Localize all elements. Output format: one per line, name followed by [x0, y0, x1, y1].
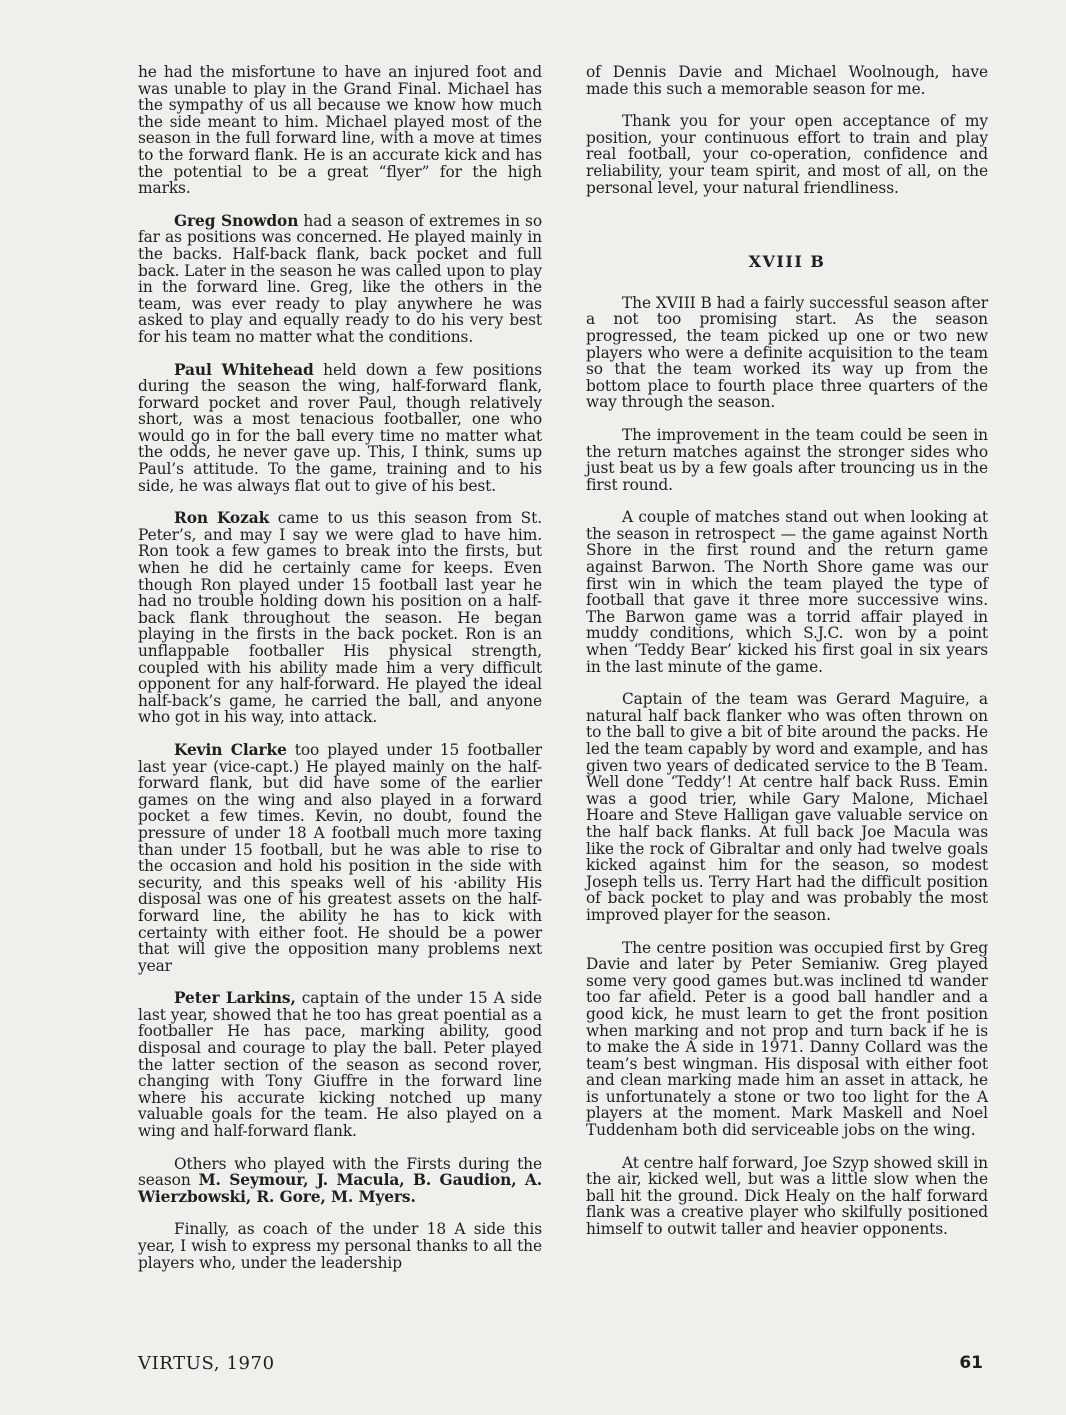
paragraph: Others who played with the Firsts during the season M. Seymour, J. Macula, B. Gaudion, A. Wierzbowski, R. Gore, M. Myers. [138, 1154, 542, 1206]
paragraph: of Dennis Davie and Michael Woolnough, have made this such a memorable season for me. [586, 63, 988, 98]
player-name: Peter Larkins, [174, 989, 296, 1008]
paragraph: Greg Snowdon had a season of extremes in so far as positions was concerned. He played mainly in the backs. Half-back flank, back pocket and full back. Later in the season he was called upon to play in the forward line. Greg, like the others in the team, was ever ready to play anywhere he was asked to play and equally ready to do his very best for his team no matter what the conditions. [138, 211, 542, 346]
publication-footer: VIRTUS, 1970 [138, 1353, 275, 1374]
left-column [138, 64, 542, 1287]
paragraph: Thank you for your open acceptance of my position, your continuous effort to train and play real football, your co-operation, confidence and reliability, your team spirit, and most of all, on the personal level, your natural friendliness. [586, 112, 988, 197]
paragraph: A couple of matches stand out when looking at the season in retrospect — the game against North Shore in the first round and the return game against Barwon. The North Shore game was our first win in which the team played the type of football that gave it three more successive wins. The Barwon game was a torrid affair played in muddy conditions, which S.J.C. won by a point when ‘Teddy Bear’ kicked his first goal in six years in the last minute of the game. [586, 508, 988, 676]
paragraph: The centre position was occupied first by Greg Davie and later by Peter Semianiw. Greg played some very good games but.was inclined td wander too far afield. Peter is a good ball handler and a good kick, he must learn to get the front position when marking and not prop and turn back if he is to make the A side in 1971. Danny Collard was the team’s best wingman. His disposal with either foot and clean marking made him an asset in attack, he is unfortunately a stone or two too light for the A players at the moment. Mark Maskell and Noel Tuddenham both did serviceable jobs on the wing. [586, 938, 988, 1140]
paragraph: Peter Larkins, captain of the under 15 A side last year, showed that he too has great poential as a footballer He has pace, marking ability, good disposal and courage to play the ball. Peter played the latter section of the season as second rover, changing with Tony Giuffre in the forward line where his accurate kicking notched up many valuable goals for the team. He also played on a wing and half-forward flank. [138, 989, 543, 1141]
paragraph: Kevin Clarke too played under 15 footballer last year (vice-capt.) He played mainly on the half-forward flank, but did have some of the earlier games on the wing and also played in a forward pocket a few times. Kevin, no doubt, found the pressure of under 18 A football much more taxing than under 15 football, but he was able to rise to the occasion and hold his position in the side with security, and this speaks well of his ·ability His disposal was one of his greatest assets on the half-forward line, the ability he has to kick with certainty with either foot. He should be a power that will give the opposition many problems next year [138, 740, 542, 975]
paragraph: he had the misfortune to have an injured foot and was unable to play in the Grand Final. Michael has the sympathy of us all because we know how much the side meant to him. Michael played most of the season in the full forward line, with a move at times to the forward flank. He is an accurate kick and has the potential to be a great “flyer” for the high marks. [138, 63, 542, 198]
right-column [586, 64, 988, 1254]
player-name: Greg Snowdon [174, 211, 299, 230]
paragraph: Paul Whitehead held down a few positions during the season the wing, half-forward flank, forward pocket and rover Paul, though relatively short, was a most tenacious footballer, one who would go in for the ball every time no matter what the odds, he never gave up. This, I think, sums up Paul’s attitude. To the game, training and to his side, he was always flat out to give of his best. [138, 360, 542, 495]
player-names: M. Seymour, J. Macula, B. Gaudion, A. Wierzbowski, R. Gore, M. Myers. [138, 1171, 542, 1206]
paragraph: Captain of the team was Gerard Maguire, a natural half back flanker who was often thrown on to the ball to give a bit of bite around the packs. He led the team capably by word and example, and has given two years of dedicated service to the B Team. Well done ‘Teddy’! At centre half back Russ. Emin was a good trier, while Gary Malone, Michael Hoare and Steve Halligan gave valuable service on the half back flanks. At full back Joe Macula was like the rock of Gibraltar and only had twelve goals kicked against him for the season, so modest Joseph tells us. Terry Hart had the difficult position of back pocket to play and was probably the most improved player for the season. [586, 690, 988, 924]
paragraph: The XVIII B had a fairly successful season after a not too promising start. As the season progressed, the team picked up one or two new players who were a definite acquisition to the team so that the team worked its way up from the bottom place to fourth place three quarters of the way through the season. [586, 293, 988, 412]
page-number: 61 [959, 1353, 983, 1373]
player-name: Paul Whitehead [174, 360, 314, 379]
paragraph: At centre half forward, Joe Szyp showed skill in the air, kicked well, but was a little slow when the ball hit the ground. Dick Healy on the half forward flank was a creative player who skilfully positioned himself to outwit taller and heavier opponents. [586, 1153, 988, 1239]
paragraph: The improvement in the team could be seen in the return matches against the stronger sides who just beat us by a few goals after trouncing us in the first round. [586, 425, 988, 494]
player-name: Kevin Clarke [174, 740, 287, 759]
paragraph: Finally, as coach of the under 18 A side this year, I wish to express my personal thanks to all the players who, under the leadership [138, 1220, 542, 1272]
paragraph: Ron Kozak came to us this season from St. Peter’s, and may I say we were glad to have him. Ron took a few games to break into the firsts, but when he did he certainly came for keeps. Even though Ron played under 15 football last year he had no trouble holding down his position on a half-back flank throughout the season. He began playing in the firsts in the back pocket. Ron is an unflappable footballer His physical strength, coupled with his ability made him a very difficult opponent for any half-forward. He played the ideal half-back’s game, he carried the ball, and anyone who got in his way, into attack. [138, 509, 543, 727]
section-heading: XVIII B [748, 252, 826, 272]
player-name: Ron Kozak [174, 509, 270, 528]
